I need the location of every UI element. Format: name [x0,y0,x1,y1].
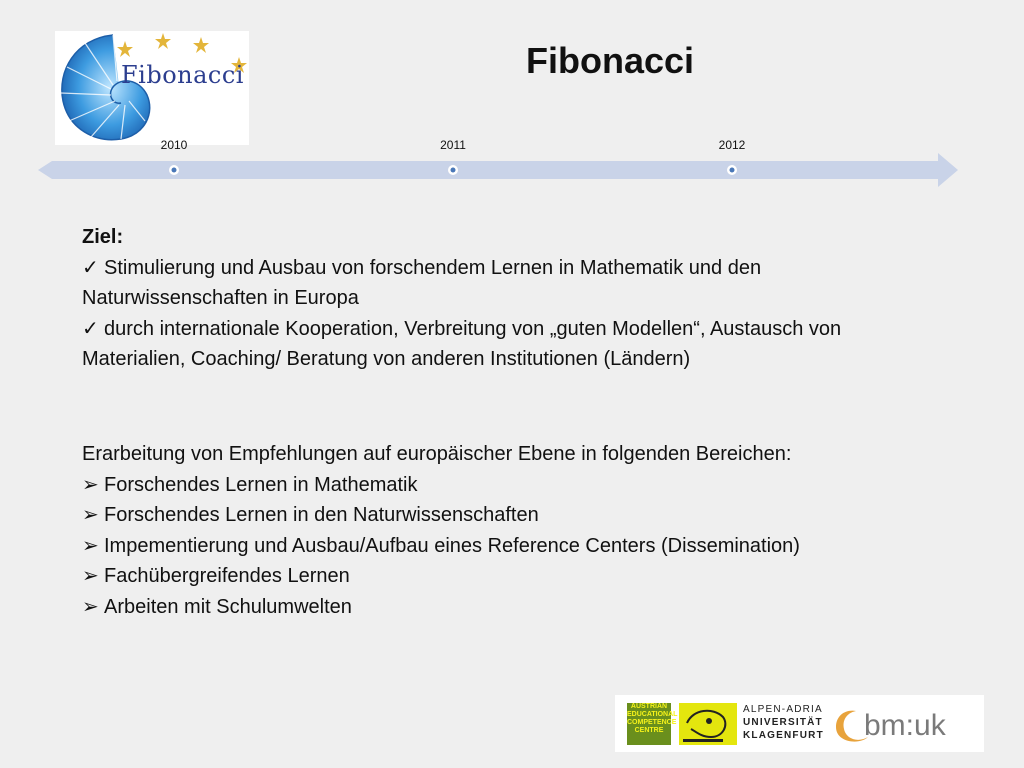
fibonacci-logo [55,31,249,145]
logo-wordmark: Fibonacci [121,61,244,89]
recommendation-item: ➢ Forschendes Lernen in Mathematik [82,470,942,501]
timeline-marker [727,165,737,175]
goal-item [82,253,942,314]
goal-item [82,314,942,375]
arrow-bullet-icon: ➢ [82,534,99,557]
arrow-bullet-icon: ➢ [82,473,99,496]
recommendation-item: ➢ Impementierung und Ausbau/Aufbau eines Reference Centers (Dissemination) [82,531,942,562]
face-drawing-icon [679,703,737,745]
university-logo: ALPEN-ADRIA UNIVERSITÄT KLAGENFURT [743,704,824,741]
timeline-marker [448,165,458,175]
recommendation-item: ➢ Fachübergreifendes Lernen [82,561,942,592]
timeline [38,135,963,195]
bmuk-logo [830,699,980,749]
timeline-year-2012: 2012 [718,138,746,152]
timeline-marker [169,165,179,175]
arrow-bullet-icon: ➢ [82,565,99,588]
arrow-bullet-icon: ➢ [82,595,99,618]
checkmark-icon: ✓ [82,317,99,340]
slide-title: Fibonacci [525,40,695,81]
arrow-bullet-icon: ➢ [82,504,99,527]
recommendations-intro: Erarbeitung von Empfehlungen auf europäischer Ebene in folgenden Bereichen: [82,442,792,465]
recommendation-item: ➢ Forschendes Lernen in den Naturwissenschaften [82,500,942,531]
recommendation-item: ➢ Arbeiten mit Schulumwelten [82,592,942,623]
slide-body [82,222,942,623]
iffb-logo [679,703,737,745]
aecc-logo: AUSTRIAN EDUCATIONAL COMPETENCE CENTRE [627,703,671,745]
goal-item-text: durch internationale Kooperation, Verbreitung von „guten Modellen“, Austausch von Materialien, Coaching/ Beratung von anderen Institutionen (Ländern) [82,317,842,371]
partner-logos [615,695,984,752]
timeline-year-2010: 2010 [160,138,188,152]
goal-item-text: Stimulierung und Ausbau von forschendem Lernen in Mathematik und den Naturwissenschaften in Europa [82,256,762,310]
timeline-year-2011: 2011 [440,138,466,152]
checkmark-icon: ✓ [82,256,99,279]
goal-heading: Ziel: [82,226,124,248]
bmuk-wordmark: bm:uk [864,709,946,742]
